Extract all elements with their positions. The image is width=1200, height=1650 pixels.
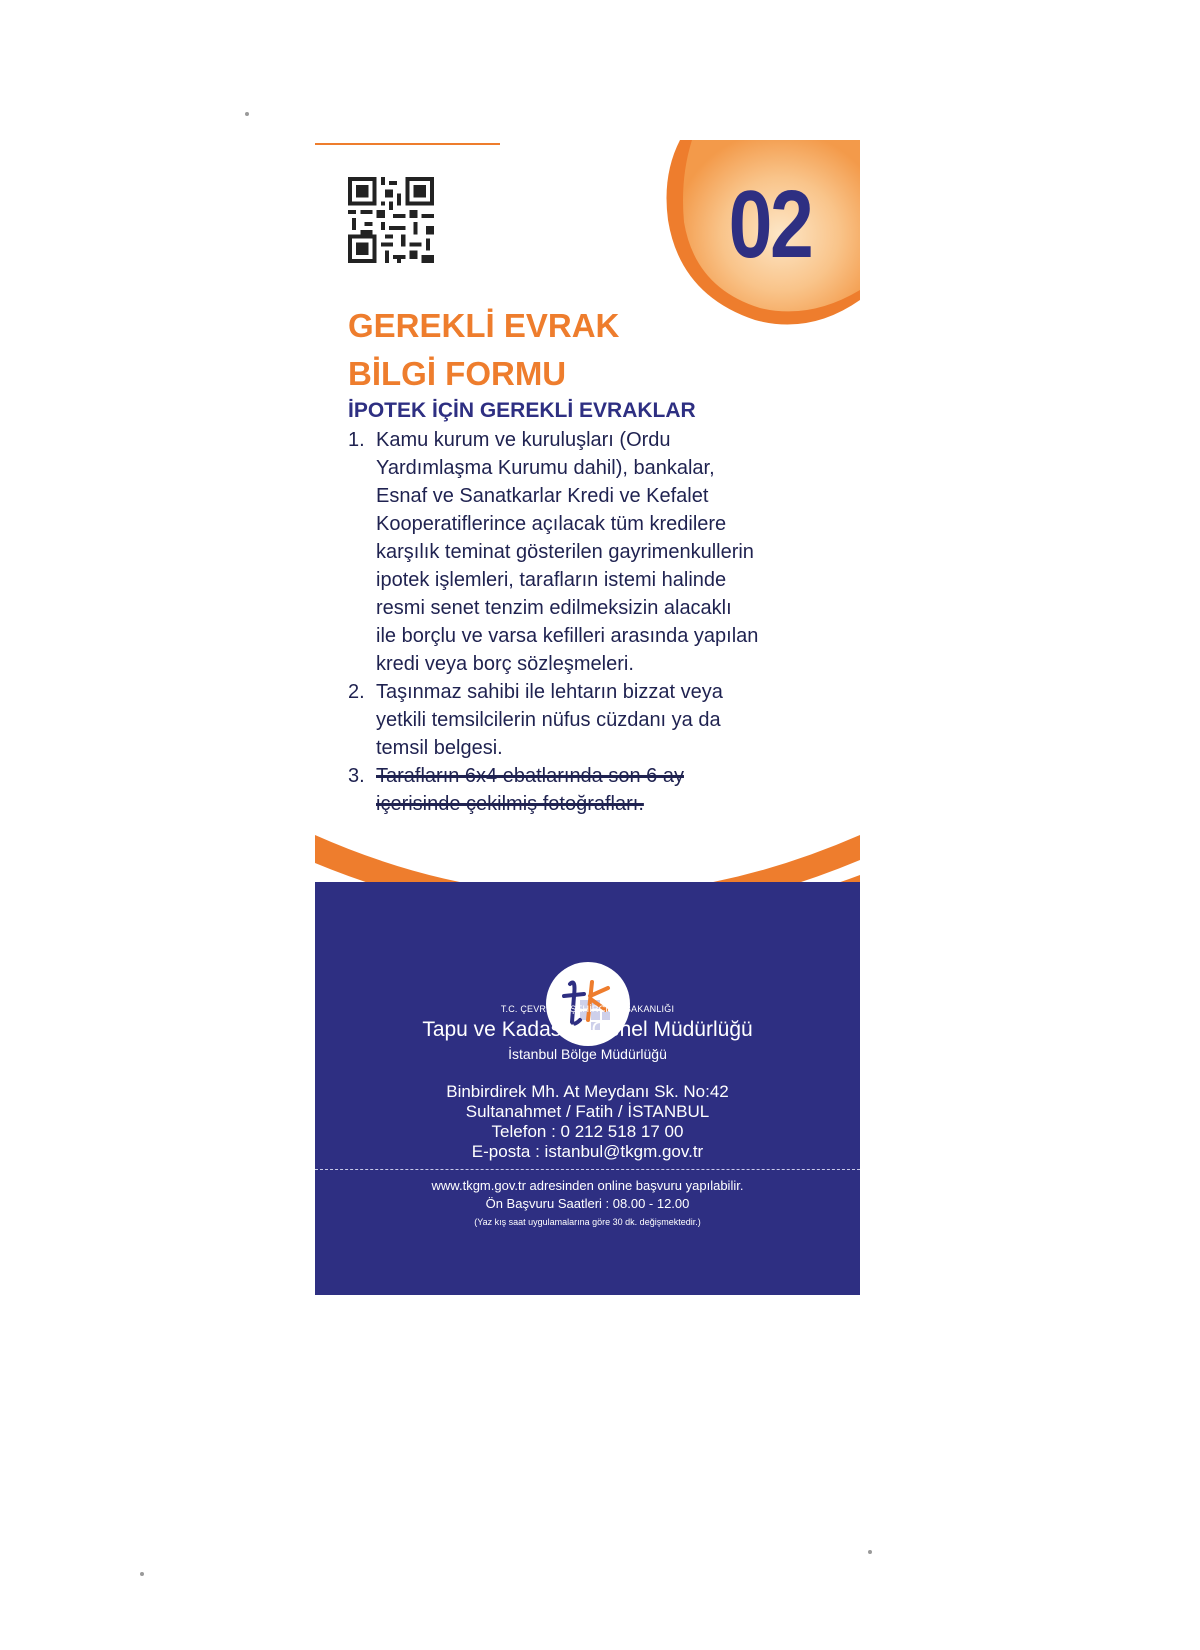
requirement-number: 2. [348, 681, 365, 703]
contact-footer [315, 882, 860, 1295]
top-accent-rule [315, 143, 500, 145]
requirement-text-line: resmi senet tenzim edilmeksizin alacaklı [376, 597, 732, 619]
requirement-item [348, 762, 828, 818]
phone-line: Telefon : 0 212 518 17 00 [491, 1122, 684, 1141]
requirement-text-line: Taşınmaz sahibi ile lehtarın bizzat veya [376, 681, 723, 703]
title-line-1: GEREKLİ EVRAK [348, 307, 620, 344]
page-title [348, 302, 668, 398]
dashed-divider [315, 1169, 860, 1170]
application-hours: Ön Başvuru Saatleri : 08.00 - 12.00 [485, 1196, 690, 1211]
scan-speck [140, 1572, 144, 1576]
email-line: E-posta : istanbul@tkgm.gov.tr [471, 1142, 704, 1161]
requirement-text-line: içerisinde çekilmiş fotoğrafları. [376, 793, 644, 815]
section-subtitle: İPOTEK İÇİN GEREKLİ EVRAKLAR [348, 399, 696, 422]
organization-name: Tapu ve Kadastro Genel Müdürlüğü [422, 1018, 753, 1041]
requirement-text-line: Yardımlaşma Kurumu dahil), bankalar, [376, 457, 715, 479]
requirement-text-line: Esnaf ve Sanatkarlar Kredi ve Kefalet [376, 485, 709, 507]
title-line-2: BİLGİ FORMU [348, 355, 567, 392]
requirement-text-line: karşılık teminat gösterilen gayrimenkullerin [376, 541, 754, 563]
requirement-text-line: Tarafların 6x4 ebatlarında son 6 ay [376, 765, 684, 787]
requirement-text-line: temsil belgesi. [376, 737, 503, 759]
section-number: 02 [728, 171, 812, 278]
address-line: Sultanahmet / Fatih / İSTANBUL [465, 1102, 710, 1121]
requirement-text-line: Kooperatiflerince açılacak tüm kredilere [376, 513, 727, 535]
requirements-list [348, 426, 828, 818]
scan-speck [245, 112, 249, 116]
requirement-number: 3. [348, 765, 365, 787]
online-application-text: www.tkgm.gov.tr adresinden online başvuru yapılabilir. [431, 1178, 744, 1193]
requirement-item [348, 678, 828, 762]
address-line: Binbirdirek Mh. At Meydanı Sk. No:42 [446, 1082, 729, 1101]
regional-office: İstanbul Bölge Müdürlüğü [508, 1046, 667, 1062]
time-note: (Yaz kış saat uygulamalarına göre 30 dk. değişmektedir.) [474, 1217, 701, 1227]
requirement-text-line: yetkili temsilcilerin nüfus cüzdanı ya da [376, 709, 721, 731]
address-block [315, 1082, 860, 1162]
requirement-item [348, 426, 828, 678]
online-info [315, 1177, 860, 1231]
qr-code-icon [348, 177, 434, 263]
scan-speck [868, 1550, 872, 1554]
requirement-text-line: ile borçlu ve varsa kefilleri arasında yapılan [376, 625, 759, 647]
requirement-text-line: ipotek işlemleri, tarafların istemi halinde [376, 569, 727, 591]
ministry-name: T.C. ÇEVRE VE ŞEHİRCİLİK BAKANLIĞI [500, 1004, 675, 1014]
info-flyer [315, 140, 860, 1295]
requirement-text-line: kredi veya borç sözleşmeleri. [376, 653, 634, 675]
requirement-number: 1. [348, 429, 365, 451]
requirement-text-line: Kamu kurum ve kuruluşları (Ordu [376, 429, 671, 451]
